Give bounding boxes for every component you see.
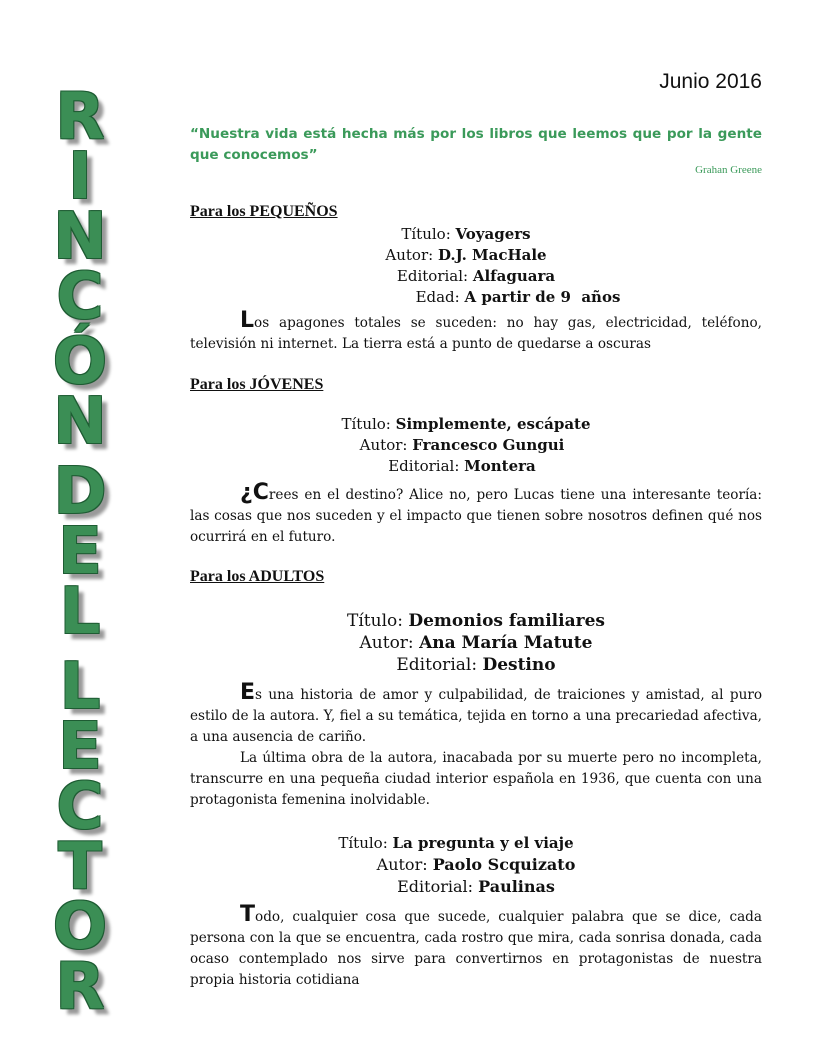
- title-letter: C: [56, 770, 104, 844]
- summary-text: os apagones totales se suceden: no hay gas, electricidad, teléfono, televisión ni internet. La tierra está a punto de quedarse a oscuras: [190, 315, 762, 352]
- title-letter: Ó: [52, 325, 108, 399]
- book-author-line: [190, 854, 762, 876]
- drop-cap: T: [240, 902, 256, 927]
- book-title-line: [190, 610, 762, 632]
- book-summary-voyagers: [190, 310, 762, 355]
- book-author-line: [180, 245, 752, 266]
- title-letter: N: [53, 385, 107, 459]
- title-label: Título:: [401, 225, 456, 243]
- book-publisher-line: [190, 266, 762, 287]
- book-age-line: [232, 287, 804, 308]
- summary-text-2: La última obra de la autora, inacabada por su muerte pero no incompleta, transcurre en una pequeña ciudad interior española en 1936, que cuenta con una protagonista femenina inolvidable.: [190, 750, 762, 808]
- book-author: Paolo Scquizato: [432, 855, 576, 874]
- author-label: Autor:: [376, 855, 433, 874]
- age-label: Edad:: [415, 288, 465, 306]
- book-summary-pregunta: [190, 904, 762, 991]
- book-info-voyagers: [190, 224, 762, 308]
- section-heading-young: Para los JÓVENES: [190, 376, 324, 393]
- title-letter: E: [58, 710, 102, 784]
- book-title: La pregunta y el viaje: [392, 834, 574, 852]
- title-letter: L: [59, 650, 101, 724]
- book-title: Simplemente, escápate: [395, 415, 591, 433]
- title-letter: T: [58, 830, 102, 904]
- title-label: Título:: [341, 415, 396, 433]
- title-label: Título:: [338, 834, 393, 852]
- book-summary-escapate: [190, 482, 762, 548]
- author-label: Autor:: [359, 436, 413, 454]
- drop-cap: L: [240, 308, 255, 333]
- summary-text: s una historia de amor y culpabilidad, de traiciones y amistad, al puro estilo de la autora. Y, fiel a su temática, tejida en torno a una precariedad afectiva, a una ausencia de cariño.: [190, 687, 762, 745]
- author-label: Autor:: [385, 246, 438, 264]
- book-title: Voyagers: [455, 225, 531, 243]
- book-title-line: [180, 414, 752, 435]
- book-publisher: Paulinas: [478, 877, 555, 896]
- title-letter: R: [55, 950, 105, 1024]
- book-info-pregunta: [190, 832, 762, 898]
- book-author: D.J. MacHale: [437, 246, 547, 264]
- title-letter: O: [52, 890, 108, 964]
- book-info-demonios: [190, 610, 762, 676]
- drop-cap: E: [240, 680, 256, 705]
- quote-text: “Nuestra vida está hecha más por los libros que leemos que por la gente que conocemos”: [190, 126, 762, 163]
- summary-text: rees en el destino? Alice no, pero Lucas tiene una interesante teoría: las cosas que nos suceden y el impacto que tienen sobre nosotros definen qué nos ocurrirá en el futuro.: [190, 487, 762, 545]
- title-letter: I: [68, 140, 92, 214]
- publisher-label: Editorial:: [397, 877, 479, 896]
- title-letter: C: [56, 260, 104, 334]
- title-letter: N: [53, 200, 107, 274]
- book-publisher-line: [190, 876, 762, 898]
- quote-author: Grahan Greene: [695, 164, 762, 176]
- book-title: Demonios familiares: [408, 611, 605, 631]
- book-author-line: [190, 632, 762, 654]
- section-heading-small: Para los PEQUEÑOS: [190, 203, 338, 220]
- summary-text: odo, cualquier cosa que sucede, cualquier palabra que se dice, cada persona con la que se encuentra, cada rostro que mira, cada sonrisa donada, cada ocaso contemplado nos sirve para convertirnos en protagonistas de nuestra propia historia cotidiana: [190, 909, 762, 988]
- book-publisher: Montera: [464, 457, 536, 475]
- title-label: Título:: [347, 611, 409, 631]
- book-publisher-line: [176, 456, 748, 477]
- section-heading-adults: Para los ADULTOS: [190, 568, 325, 585]
- title-letter: L: [59, 575, 101, 649]
- book-title-line: [180, 224, 752, 245]
- book-author: Ana María Matute: [419, 633, 593, 653]
- book-title-line: [170, 832, 742, 854]
- book-publisher: Destino: [482, 655, 556, 675]
- drop-cap: ¿C: [240, 480, 269, 505]
- issue-date: Junio 2016: [659, 70, 762, 93]
- book-summary-demonios: [190, 682, 762, 811]
- book-age: A partir de 9 años: [464, 288, 621, 306]
- book-author-line: [176, 435, 748, 456]
- publisher-label: Editorial:: [396, 267, 473, 285]
- title-letter: R: [55, 80, 105, 154]
- book-info-escapate: [190, 414, 762, 477]
- title-letter: E: [58, 515, 102, 589]
- book-publisher-line: [190, 654, 762, 676]
- publisher-label: Editorial:: [396, 655, 483, 675]
- publisher-label: Editorial:: [388, 457, 465, 475]
- title-letter: D: [53, 455, 107, 529]
- book-author: Francesco Gungui: [412, 436, 565, 454]
- book-publisher: Alfaguara: [472, 267, 556, 285]
- author-label: Autor:: [359, 633, 420, 653]
